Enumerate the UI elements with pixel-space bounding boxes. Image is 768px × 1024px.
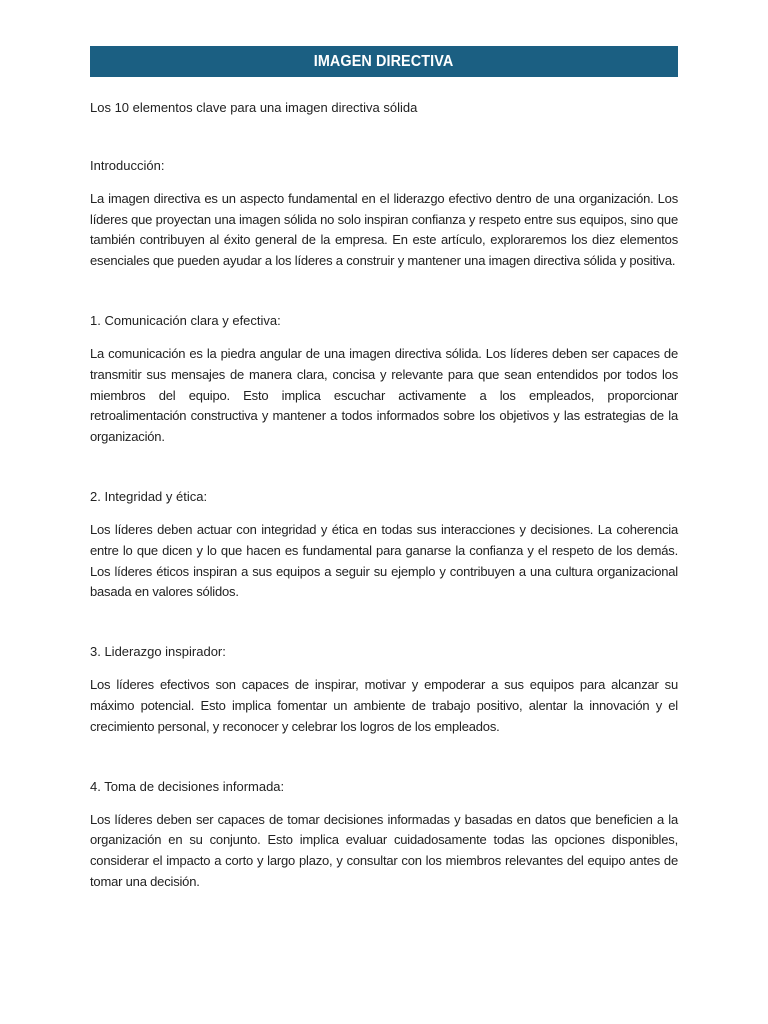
section-heading: 2. Integridad y ética: — [90, 488, 208, 504]
section-paragraph: La imagen directiva es un aspecto fundamental en el liderazgo efectivo dentro de una organización. Los líderes que proyectan una imagen sólida no solo inspiran confianza y respeto entre sus equipos, sino que también contribuyen al éxito general de la empresa. En este artículo, exploraremos los diez elementos esenciales que pueden ayudar a los líderes a construir y mantener una imagen directiva sólida y positiva. — [90, 190, 678, 269]
section-integridad — [90, 487, 678, 603]
document-body — [90, 98, 678, 932]
section-paragraph: La comunicación es la piedra angular de una imagen directiva sólida. Los líderes deben ser capaces de transmitir sus mensajes de manera clara, concisa y relevante para que sean entendidos por todos los miembros del equipo. Esto implica escuchar activamente a los empleados, proporcionar retroalimentación constructiva y mantener a todos informados sobre los objetivos y las estrategias de la organización. — [90, 345, 678, 445]
title-banner — [90, 46, 678, 77]
section-paragraph: Los líderes deben ser capaces de tomar decisiones informadas y basadas en datos que beneficien a la organización en su conjunto. Esto implica evaluar cuidadosamente todas las opciones disponibles, considerar el impacto a corto y largo plazo, y consultar con los miembros relevantes del equipo antes de tomar una decisión. — [90, 811, 678, 889]
section-decisiones — [90, 777, 678, 893]
section-introduction — [90, 156, 678, 272]
section-paragraph: Los líderes efectivos son capaces de inspirar, motivar y empoderar a sus equipos para alcanzar su máximo potencial. Esto implica fomentar un ambiente de trabajo positivo, alentar la innovación y el crecimiento personal, y reconocer y celebrar los logros de los empleados. — [90, 677, 678, 734]
section-heading: 4. Toma de decisiones informada: — [90, 778, 285, 794]
document-subtitle: Los 10 elementos clave para una imagen directiva sólida — [90, 100, 418, 115]
section-heading: Introducción: — [90, 157, 165, 173]
page-title: IMAGEN DIRECTIVA — [314, 52, 454, 70]
section-comunicacion — [90, 311, 678, 448]
section-heading: 3. Liderazgo inspirador: — [90, 644, 226, 660]
section-liderazgo — [90, 642, 678, 737]
section-paragraph: Los líderes deben actuar con integridad y ética en todas sus interacciones y decisiones. La coherencia entre lo que dicen y lo que hacen es fundamental para ganarse la confianza y el respeto de los demás. Los líderes éticos inspiran a sus equipos a seguir su ejemplo y contribuyen a una cultura organizacional basada en valores sólidos. — [90, 521, 678, 600]
section-heading: 1. Comunicación clara y efectiva: — [90, 312, 281, 328]
